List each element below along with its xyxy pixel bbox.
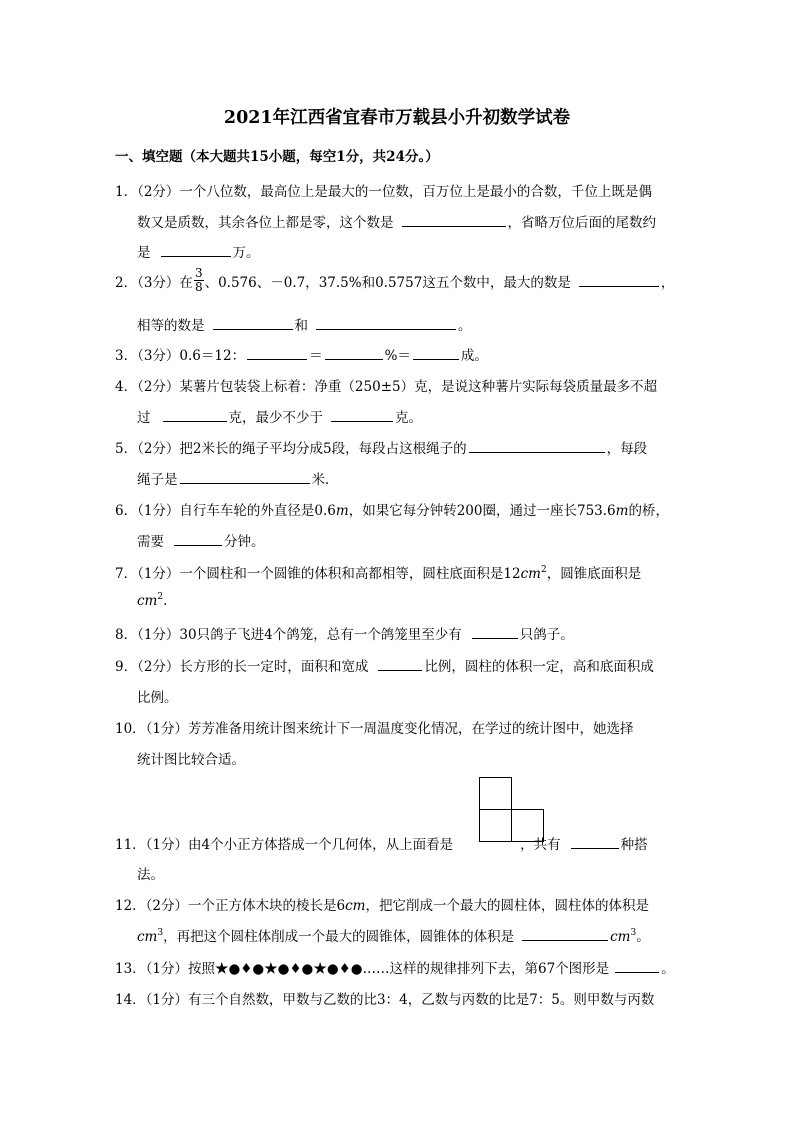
question-8-text-a: 8．（1分）30只鸽子飞进4个鸽笼，总有一个鸽笼里至少有	[115, 627, 462, 643]
page-title: 2021年江西省宜春市万载县小升初数学试卷	[223, 108, 571, 128]
question-13-text-b: 。	[661, 961, 675, 977]
question-4-text-b: 克，最少不少于	[228, 410, 323, 426]
question-4-text-a: 过	[137, 410, 151, 426]
question-2-text-c: ，	[660, 274, 675, 291]
unit-cm: cm	[520, 566, 541, 582]
question-2-text-f: 。	[458, 318, 472, 334]
question-3-line-1	[115, 344, 488, 364]
question-7-line-1	[115, 562, 641, 582]
fraction	[194, 267, 204, 294]
question-6-text-c: 的桥，	[628, 503, 669, 519]
question-9-blank-1[interactable]	[378, 658, 422, 671]
question-11-line-2: 法。	[137, 867, 164, 883]
question-7-line-2	[137, 592, 167, 609]
question-6-text-b: ，如果它每分钟转200圈，通过一座长753.6	[348, 503, 616, 519]
question-12-line-2	[137, 925, 650, 945]
unit-m: m	[615, 503, 629, 519]
question-1-text-d: 万。	[232, 245, 260, 261]
question-2-blank-1[interactable]	[579, 274, 659, 287]
question-4-line-2	[137, 406, 422, 426]
question-7-text-c: .	[163, 593, 168, 609]
question-12-text-a: 12．（2分）一个正方体木块的棱长是6	[115, 898, 346, 914]
question-11-blank-1[interactable]	[571, 836, 619, 849]
question-8-blank-1[interactable]	[472, 626, 518, 639]
question-13-line-1	[115, 957, 675, 977]
question-3-text-b: ＝	[309, 348, 323, 364]
question-3-text-d: 成。	[460, 348, 488, 364]
question-1-text-a: 数又是质数，其余各位上都是零，这个数是	[137, 215, 394, 231]
question-11-line-1	[115, 833, 648, 853]
question-5-line-1	[115, 437, 647, 457]
question-5-text-d: 米．	[311, 472, 339, 488]
unit-cm: cm	[345, 898, 366, 914]
question-2-text-b: 、0.576、－0.7，37.5%和0.5757这五个数中，最大的数是	[204, 274, 571, 291]
fraction-denominator: 8	[194, 280, 203, 294]
question-3-blank-1[interactable]	[247, 347, 307, 360]
question-5-blank-1[interactable]	[469, 440, 605, 453]
question-9-line-1	[115, 655, 654, 675]
question-10-line-1: 10．（1分）芳芳准备用统计图来统计下一周温度变化情况，在学过的统计图中，她选择	[115, 721, 634, 737]
question-6-line-2	[137, 530, 265, 550]
question-5-text-c: 绳子是	[137, 472, 178, 488]
question-1-blank-2[interactable]	[161, 244, 231, 257]
question-3-text-c: %＝	[384, 348, 411, 364]
question-2-text-e: 和	[294, 318, 308, 334]
question-2-blank-2[interactable]	[213, 317, 293, 330]
fraction-numerator: 3	[194, 266, 203, 280]
question-12-blank-1[interactable]	[522, 928, 608, 941]
question-1-line-1: 1．（2分）一个八位数，最高位上是最大的一位数，百万位上是最小的合数，千位上既是偶	[115, 184, 652, 200]
question-2-text-a: 2．（3分）在	[115, 274, 193, 291]
question-2-line-1	[115, 267, 674, 294]
question-12-text-d: 。	[636, 929, 650, 945]
question-3-blank-3[interactable]	[413, 347, 459, 360]
question-2-blank-3[interactable]	[316, 317, 456, 330]
question-11-text-b: ，共有	[520, 837, 561, 853]
question-4-blank-1[interactable]	[163, 409, 227, 422]
exponent: 3	[157, 928, 164, 938]
question-4-blank-2[interactable]	[331, 409, 393, 422]
question-2-text-d: 相等的数是	[137, 318, 205, 334]
question-3-text-a: 3．（3分）0.6＝12：	[115, 348, 246, 364]
question-3-blank-2[interactable]	[325, 347, 383, 360]
question-13-blank-1[interactable]	[615, 960, 659, 973]
question-11-text-c: 种搭	[620, 837, 648, 853]
unit-cm: cm	[610, 929, 631, 945]
question-6-line-1	[115, 499, 669, 519]
question-10-line-2: 统计图比较合适。	[137, 752, 245, 768]
exponent: 2	[540, 565, 547, 575]
question-5-line-2	[137, 468, 339, 488]
question-4-line-1: 4．（2分）某薯片包装袋上标着：净重（250±5）克，是说这种薯片实际每袋质量最多不超	[115, 379, 658, 395]
question-8-line-1	[115, 623, 574, 643]
question-12-line-1	[115, 894, 649, 914]
unit-cm: cm	[137, 593, 158, 609]
unit-m: m	[335, 503, 349, 519]
question-14-line-1: 14．（1分）有三个自然数，甲数与乙数的比3：4，乙数与丙数的比是7：5。则甲数与丙数	[115, 992, 655, 1008]
question-11-text-a: 11．（1分）由4个小正方体搭成一个几何体，从上面看是	[115, 837, 454, 853]
question-1-line-3	[137, 241, 260, 261]
figure-square	[479, 777, 512, 810]
question-8-text-b: 只鸽子。	[519, 627, 574, 643]
question-7-text-b: ，圆锥底面积是	[546, 566, 642, 582]
question-1-text-b: ，省略万位后面的尾数约	[507, 215, 656, 231]
question-6-text-d: 需要	[137, 534, 164, 550]
question-9-line-2: 比例。	[137, 690, 178, 706]
question-5-text-a: 5．（2分）把2米长的绳子平均分成5段，每段占这根绳子的	[115, 441, 467, 457]
section-heading: 一、填空题（本大题共15小题，每空1分，共24分。）	[115, 149, 439, 165]
question-1-blank-1[interactable]	[402, 214, 506, 227]
question-1-text-c: 是	[137, 245, 151, 261]
exponent: 2	[157, 592, 164, 602]
question-6-text-a: 6．（1分）自行车车轮的外直径是0.6	[115, 503, 336, 519]
question-13-text-a: 13．（1分）按照★●♦●★●♦●★●♦●……这样的规律排列下去，第67个图形是	[115, 961, 610, 977]
question-6-blank-1[interactable]	[174, 533, 222, 546]
question-12-text-b: ，把它削成一个最大的圆柱体，圆柱体的体积是	[365, 898, 649, 914]
question-5-blank-2[interactable]	[180, 471, 310, 484]
unit-cm: cm	[137, 929, 158, 945]
question-1-line-2	[137, 211, 656, 231]
question-12-text-c: ，再把这个圆柱体削成一个最大的圆锥体，圆锥体的体积是	[163, 929, 515, 945]
question-5-text-b: ，每段	[606, 441, 648, 457]
exponent: 3	[630, 928, 637, 938]
question-6-text-e: 分钟。	[224, 534, 265, 550]
question-2-line-2	[137, 314, 472, 334]
question-9-text-a: 9．（2分）长方形的长一定时，面积和宽成	[115, 659, 369, 675]
question-7-text-a: 7．（1分）一个圆柱和一个圆锥的体积和高都相等，圆柱底面积是12	[115, 566, 521, 582]
question-9-text-b: 比例，圆柱的体积一定，高和底面积成	[424, 659, 654, 675]
question-4-text-c: 克。	[395, 410, 422, 426]
